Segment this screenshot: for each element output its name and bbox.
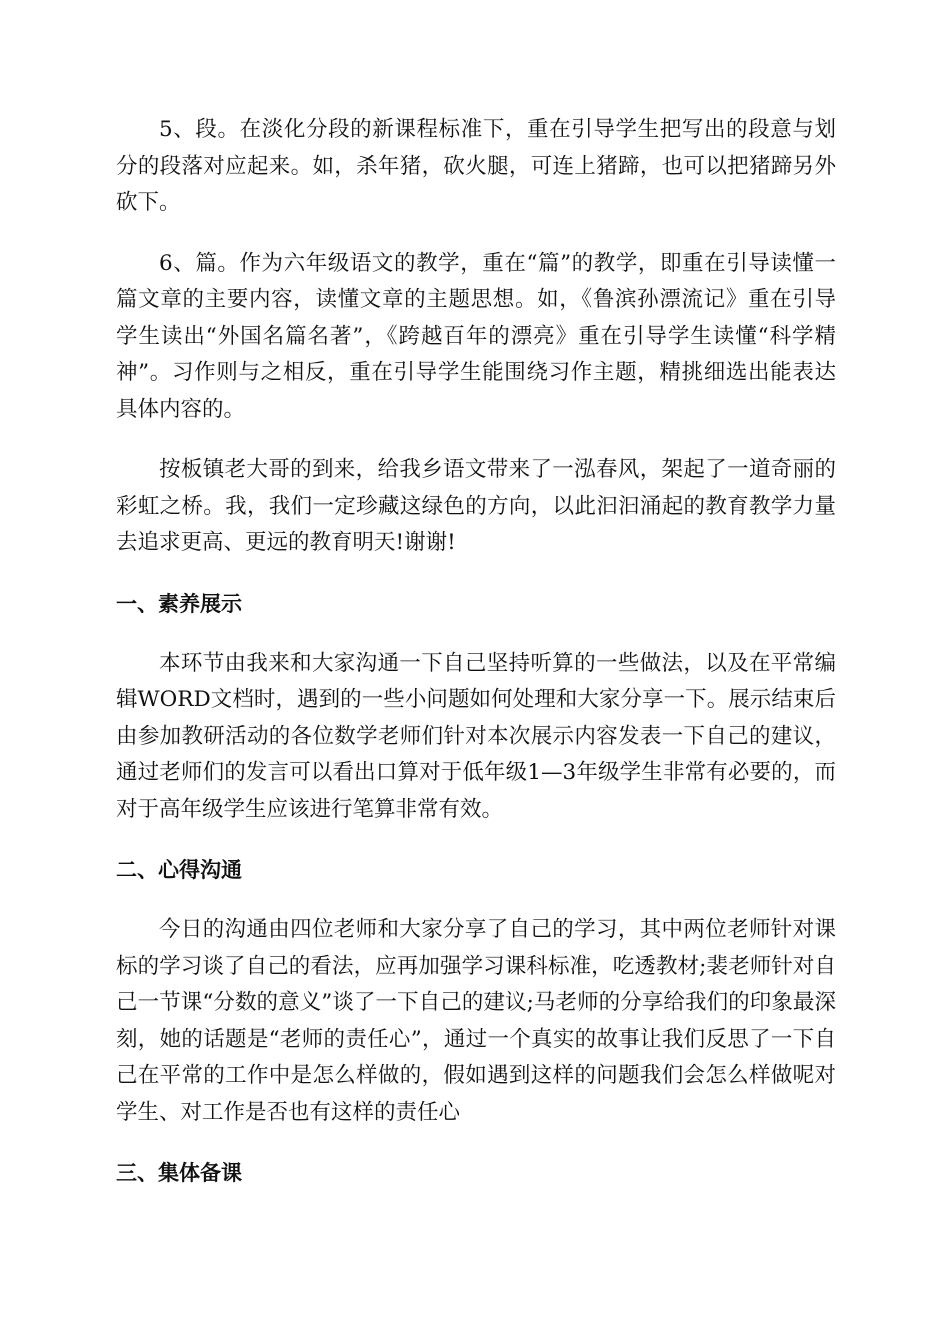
paragraph-section-2: 今日的沟通由四位老师和大家分享了自己的学习，其中两位老师针对课标的学习谈了自己的看法，应再加强学习课科标准，吃透教材;裴老师针对自己一节课“分数的意义”谈了一下自己的建议;马老师的分享给我们的印象最深刻，她的话题是“老师的责任心”，通过一个真实的故事让我们反思了一下自己在平常的工作中是怎么样做的，假如遇到这样的问题我们会怎么样做呢对学生、对工作是否也有这样的责任心: [116, 917, 836, 1125]
section-heading-1: 一、素养展示: [116, 591, 242, 616]
paragraph-duan: 5、段。在淡化分段的新课程标准下，重在引导学生把写出的段意与划分的段落对应起来。如，杀年猪，砍火腿，可连上猪蹄，也可以把猪蹄另外砍下。: [116, 117, 836, 215]
paragraph-closing: 按板镇老大哥的到来，给我乡语文带来了一泓春风，架起了一道奇丽的彩虹之桥。我，我们一定珍藏这绿色的方向，以此汩汩涌起的教育教学力量去追求更高、更远的教育明天!谢谢!: [116, 457, 836, 555]
paragraph-pian: 6、篇。作为六年级语文的教学，重在“篇”的教学，即重在引导读懂一篇文章的主要内容，读懂文章的主题思想。如，《鲁滨孙漂流记》重在引导学生读出“外国名篇名著”，《跨越百年的漂亮》重在引导学生读懂“科学精神”。习作则与之相反，重在引导学生能围绕习作主题，精挑细选出能表达具体内容的。: [116, 250, 836, 422]
section-heading-2: 二、心得沟通: [116, 858, 242, 882]
document-body: [116, 112, 836, 1191]
paragraph-section-1: 本环节由我来和大家沟通一下自己坚持听算的一些做法，以及在平常编辑WORD文档时，遇到的一些小问题如何处理和大家分享一下。展示结束后由参加教研活动的各位数学老师们针对本次展示内容发表一下自己的建议，通过老师们的发言可以看出口算对于低年级1—3年级学生非常有必要的，而对于高年级学生应该进行笔算非常有效。: [116, 650, 836, 822]
section-heading-3: 三、集体备课: [116, 1161, 242, 1185]
